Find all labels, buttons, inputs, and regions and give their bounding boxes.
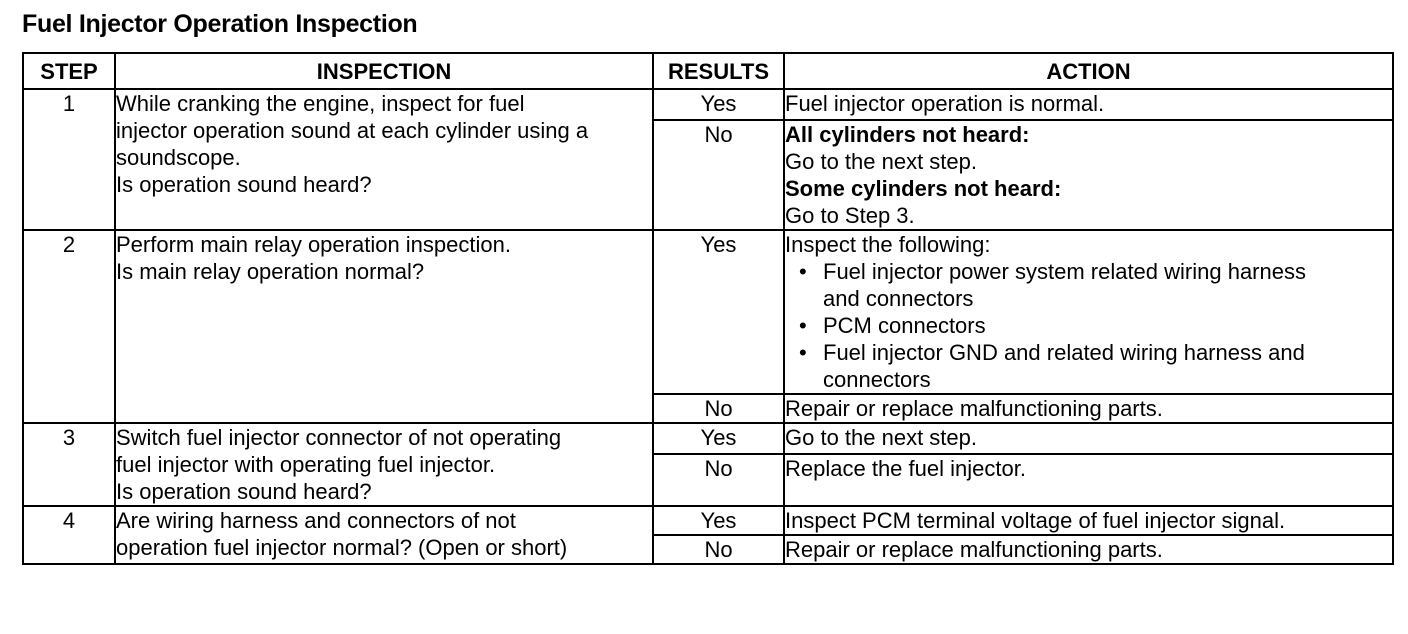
list-item xyxy=(795,312,1392,339)
result-cell: Yes xyxy=(653,230,784,394)
action-text: Go to the next step. xyxy=(785,425,978,450)
action-text: Repair or replace malfunctioning parts. xyxy=(785,537,1163,562)
bullet-dot: • xyxy=(799,259,807,284)
action-text: Go to the next step. xyxy=(785,149,978,174)
action-text: Replace the fuel injector. xyxy=(785,456,1026,481)
step-number: 3 xyxy=(23,423,115,506)
bullet-text: Fuel injector GND and related wiring harness and xyxy=(823,340,1305,365)
bullet-dot: • xyxy=(799,313,807,338)
result-cell: No xyxy=(653,454,784,506)
step-number: 4 xyxy=(23,506,115,564)
inspection-line: soundscope. xyxy=(116,145,241,170)
action-heading: All cylinders not heard: xyxy=(785,122,1030,147)
result-cell: Yes xyxy=(653,89,784,120)
header-row xyxy=(23,53,1393,89)
header-results: RESULTS xyxy=(653,53,784,89)
inspection-line: Switch fuel injector connector of not operating xyxy=(116,425,562,450)
inspection-line: operation fuel injector normal? (Open or short) xyxy=(116,535,568,560)
bullet-text: connectors xyxy=(823,367,931,392)
page-title: Fuel Injector Operation Inspection xyxy=(22,10,418,38)
inspection-line: Is operation sound heard? xyxy=(116,479,372,504)
list-item xyxy=(795,339,1392,393)
inspection-line: Is operation sound heard? xyxy=(116,172,372,197)
action-cell xyxy=(784,506,1393,535)
table-row xyxy=(23,506,1393,535)
result-cell: No xyxy=(653,394,784,423)
inspection-table xyxy=(22,52,1394,565)
result-cell: Yes xyxy=(653,506,784,535)
inspection-line: injector operation sound at each cylinder using a xyxy=(116,118,589,143)
table-row xyxy=(23,89,1393,120)
bullet-text: and connectors xyxy=(823,286,974,311)
inspection-line: Are wiring harness and connectors of not xyxy=(116,508,516,533)
result-cell: Yes xyxy=(653,423,784,454)
header-inspection: INSPECTION xyxy=(115,53,653,89)
inspection-line: fuel injector with operating fuel injector. xyxy=(116,452,496,477)
step-number: 1 xyxy=(23,89,115,230)
bullet-dot: • xyxy=(799,340,807,365)
action-cell xyxy=(784,423,1393,454)
action-cell xyxy=(784,120,1393,230)
step-inspection xyxy=(115,230,653,423)
action-text: Inspect the following: xyxy=(785,232,991,257)
bullet-text: Fuel injector power system related wiring harness xyxy=(823,259,1306,284)
action-cell xyxy=(784,535,1393,564)
inspection-line: Is main relay operation normal? xyxy=(116,259,425,284)
table-row xyxy=(23,230,1393,394)
header-action: ACTION xyxy=(784,53,1393,89)
action-cell xyxy=(784,394,1393,423)
header-step: STEP xyxy=(23,53,115,89)
action-text: Fuel injector operation is normal. xyxy=(785,91,1105,116)
bullet-text: PCM connectors xyxy=(823,313,986,338)
result-cell: No xyxy=(653,120,784,230)
inspection-line: While cranking the engine, inspect for fuel xyxy=(116,91,525,116)
action-cell xyxy=(784,230,1393,394)
result-cell: No xyxy=(653,535,784,564)
step-number: 2 xyxy=(23,230,115,423)
step-inspection xyxy=(115,506,653,564)
table-row xyxy=(23,423,1393,454)
action-heading: Some cylinders not heard: xyxy=(785,176,1062,201)
action-text: Repair or replace malfunctioning parts. xyxy=(785,396,1163,421)
step-inspection xyxy=(115,89,653,230)
action-text: Go to Step 3. xyxy=(785,203,915,228)
action-bullet-list xyxy=(785,258,1392,393)
action-text: Inspect PCM terminal voltage of fuel injector signal. xyxy=(785,508,1286,533)
step-inspection xyxy=(115,423,653,506)
action-cell xyxy=(784,89,1393,120)
list-item xyxy=(795,258,1392,312)
action-cell xyxy=(784,454,1393,506)
inspection-line: Perform main relay operation inspection. xyxy=(116,232,511,257)
